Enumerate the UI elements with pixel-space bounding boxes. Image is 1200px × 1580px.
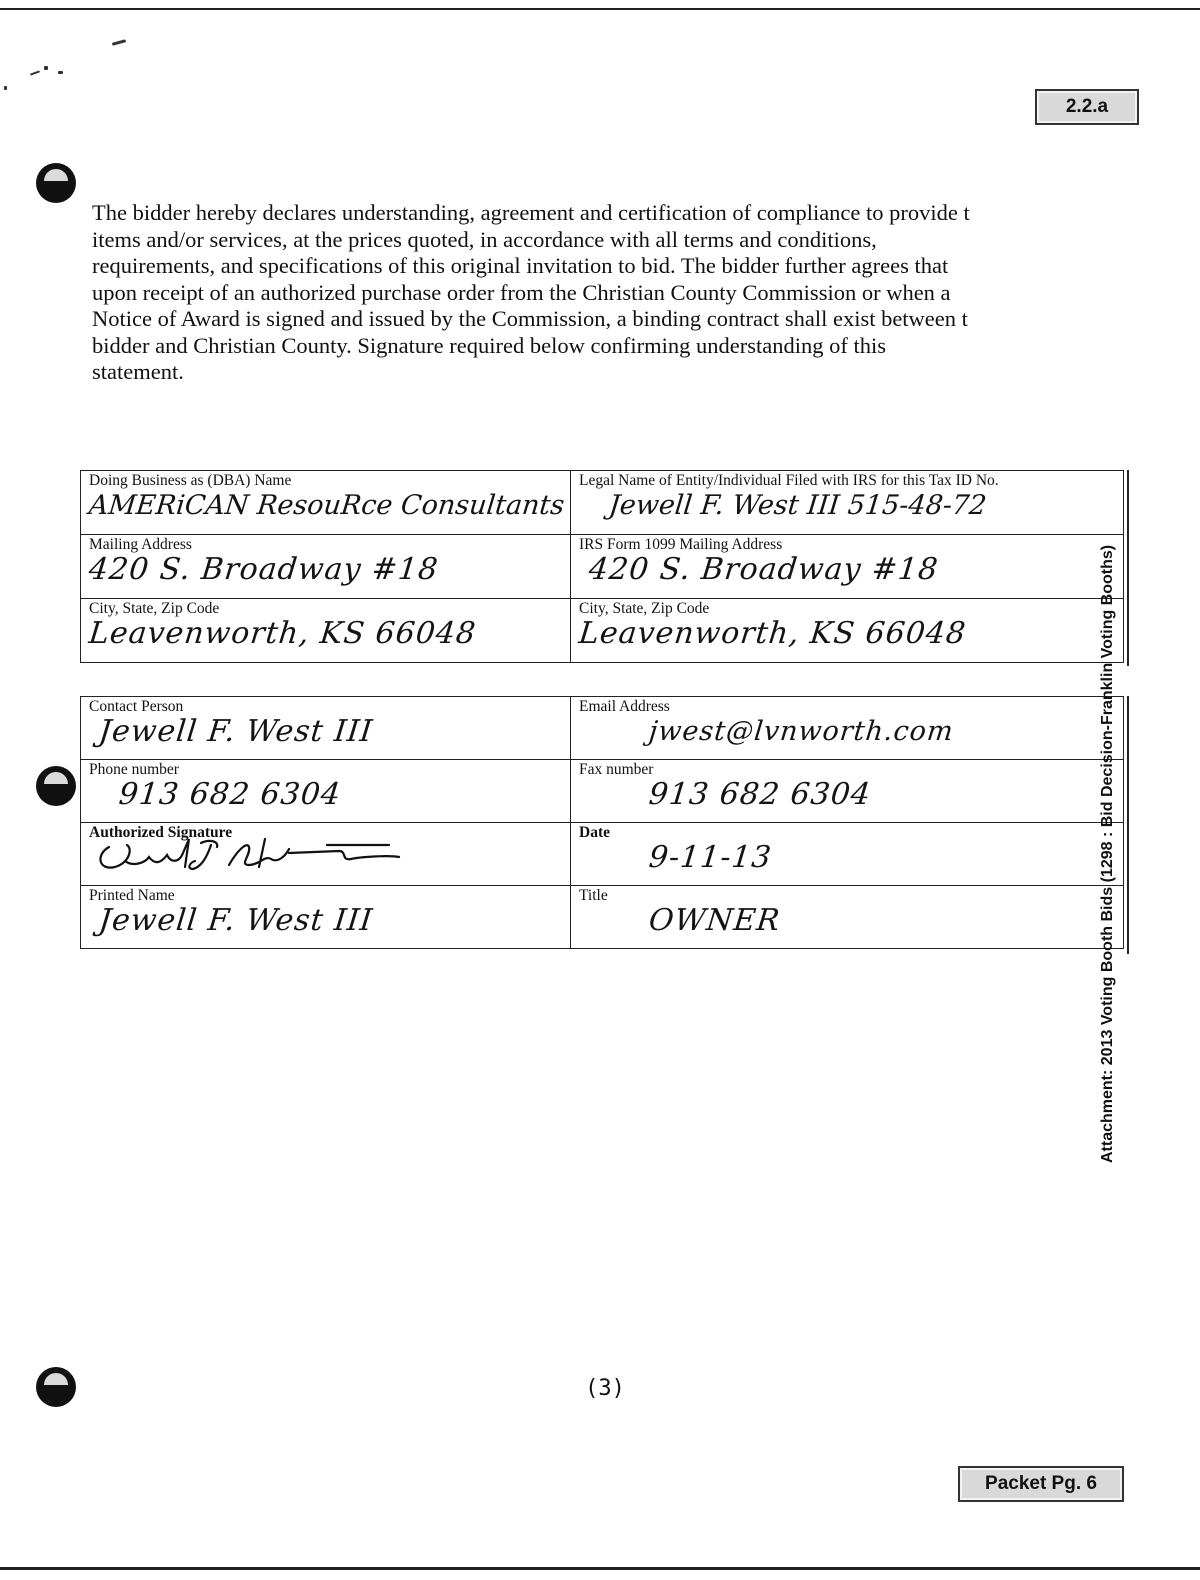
title-field[interactable] [571,886,1124,949]
signature-label: Authorized Signature [89,824,233,841]
dba-field[interactable] [81,471,571,535]
irs-address-value: 420 S. Broadway #18 [587,552,941,587]
email-field[interactable] [571,697,1124,760]
top-rule [0,8,1200,10]
attachment-side-label: Attachment: 2013 Voting Booth Bids (1298 : Bid Decision-Franklin Voting Booths) [1099,544,1116,1163]
irs-city-state-zip-value: Leavenworth, KS 66048 [577,616,968,651]
irs-city-state-zip-label: City, State, Zip Code [579,600,710,617]
printed-name-label: Printed Name [89,887,175,904]
email-label: Email Address [579,698,670,715]
city-state-zip-value: Leavenworth, KS 66048 [87,616,478,651]
punch-hole-middle [36,766,76,806]
contact-person-label: Contact Person [89,698,184,715]
dba-value: AMERiCAN ResouRce Consultants [87,490,566,521]
statement-line: bidder and Christian County. Signature required below confirming understanding of this [92,332,887,358]
printed-name-value: Jewell F. West III [97,903,375,938]
statement-line: items and/or services, at the prices quoted, in accordance with all terms and conditions, [92,226,877,252]
legal-name-field[interactable] [571,471,1124,535]
punch-hole-bottom [36,1367,76,1407]
certification-statement [92,200,1102,386]
scan-speck [58,71,63,74]
statement-line: upon receipt of an authorized purchase order from the Christian County Commission or when a [92,279,951,305]
contact-person-field[interactable] [81,697,571,760]
mailing-address-field[interactable] [81,535,571,599]
side-rule [1127,696,1129,954]
side-rule [1127,470,1129,666]
page-number: (3) [585,1376,625,1401]
bottom-rule [0,1567,1200,1570]
packet-page-stamp: Packet Pg. 6 [958,1466,1124,1502]
statement-line: The bidder hereby declares understanding, agreement and certification of compliance to provide t [92,200,970,225]
fax-field[interactable] [571,760,1124,823]
scan-speck [112,39,126,46]
section-stamp: 2.2.a [1035,89,1139,125]
irs-city-state-zip-field[interactable] [571,599,1124,663]
title-label: Title [579,887,608,904]
scan-speck [30,70,40,75]
printed-name-field[interactable] [81,886,571,949]
phone-value: 913 682 6304 [117,777,343,812]
signature-field[interactable] [81,823,571,886]
city-state-zip-label: City, State, Zip Code [89,600,220,617]
legal-name-label: Legal Name of Entity/Individual Filed with IRS for this Tax ID No. [579,472,999,489]
phone-field[interactable] [81,760,571,823]
fax-value: 913 682 6304 [647,777,873,812]
fax-label: Fax number [579,761,654,778]
scan-speck [44,66,48,70]
statement-line: statement. [92,359,184,384]
punch-hole-top [36,163,76,203]
city-state-zip-field[interactable] [81,599,571,663]
irs-address-label: IRS Form 1099 Mailing Address [579,536,783,553]
phone-label: Phone number [89,761,179,778]
mailing-address-label: Mailing Address [89,536,192,553]
date-field[interactable] [571,823,1124,886]
business-info-table [80,470,1124,663]
mailing-address-value: 420 S. Broadway #18 [87,552,441,587]
handwritten-signature [89,837,449,877]
title-value: OWNER [647,903,783,938]
dba-label: Doing Business as (DBA) Name [89,472,292,489]
contact-info-table [80,696,1124,949]
email-value: jwest@lvnworth.com [647,716,956,747]
statement-line: Notice of Award is signed and issued by the Commission, a binding contract shall exist between t [92,306,968,331]
statement-line: requirements, and specifications of this original invitation to bid. The bidder further agrees that [92,253,949,278]
irs-address-field[interactable] [571,535,1124,599]
date-value: 9-11-13 [647,840,774,875]
legal-name-value: Jewell F. West III 515-48-72 [607,490,989,521]
date-label: Date [579,824,610,841]
contact-person-value: Jewell F. West III [97,714,375,749]
scan-speck [4,86,7,90]
